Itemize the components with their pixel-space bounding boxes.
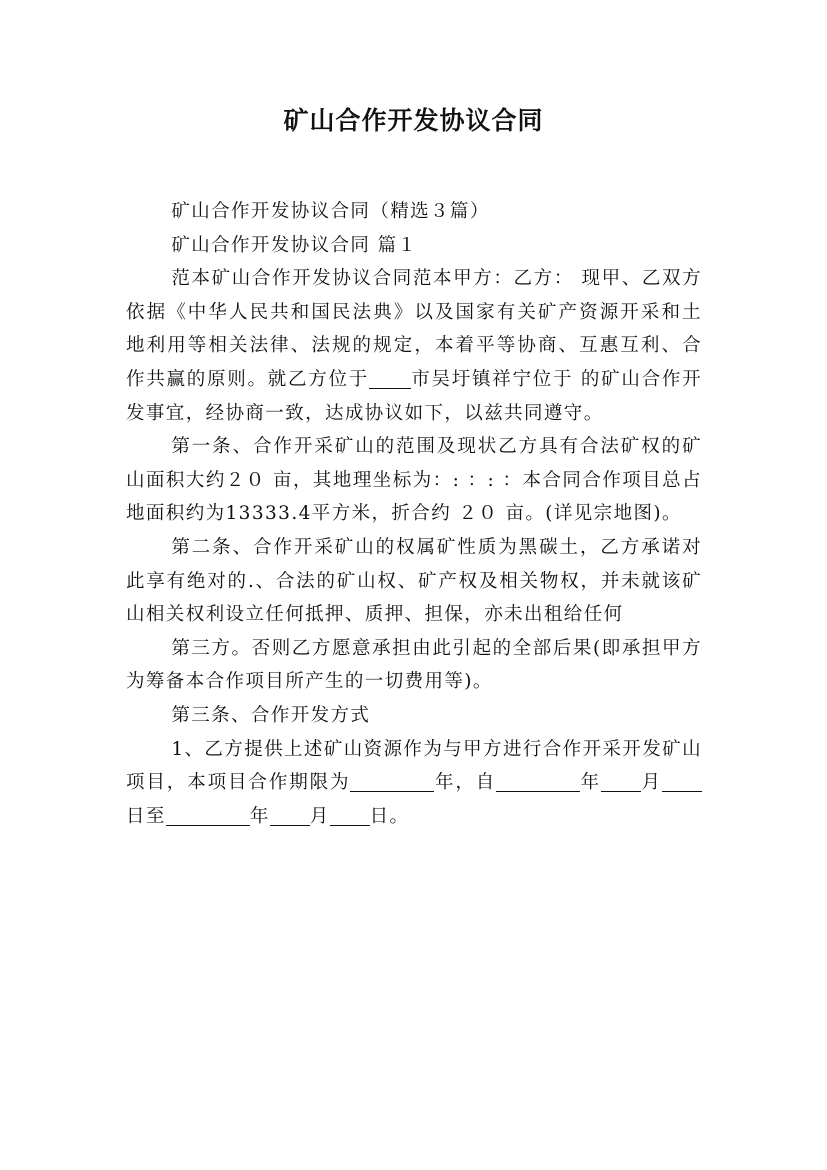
document-body xyxy=(126,195,702,833)
blank-start-day xyxy=(662,771,702,792)
paragraph-article-2: 第二条、合作开采矿山的权属矿性质为黑碳土，乙方承诺对此享有绝对的.、合法的矿山权、矿产权及相关物权，并未就该矿山相关权利设立任何抵押、质押、担保，亦未出租给任何 xyxy=(126,536,702,626)
blank-start-year xyxy=(496,771,580,792)
blank-end-month xyxy=(270,804,310,825)
part-heading: 矿山合作开发协议合同 篇１ xyxy=(171,234,418,256)
subtitle-line: 矿山合作开发协议合同（精选３篇） xyxy=(171,201,490,222)
blank-term-years xyxy=(350,771,434,792)
blank-start-month xyxy=(601,771,641,792)
paragraph-third-party: 第三方。否则乙方愿意承担由此引起的全部后果(即承担甲方为筹备本合作项目所产生的一切费用等)。 xyxy=(126,637,702,693)
preamble-text-end: 市吴圩镇祥宁位于 的矿山合作开发事宜，经协商一致，达成协议如下，以兹共同遵守。 xyxy=(126,368,702,424)
clause-1-year-1: 年 xyxy=(580,772,602,794)
blank-end-year xyxy=(166,804,250,825)
clause-1-year-2: 年 xyxy=(249,805,270,827)
document-title: 矿山合作开发协议合同 xyxy=(283,106,544,135)
clause-1-month-2: 月 xyxy=(309,805,330,827)
blank-location xyxy=(369,368,411,389)
blank-end-day xyxy=(330,804,370,825)
clause-1-years: 年，自 xyxy=(434,772,497,794)
paragraph-article-1: 第一条、合作开采矿山的范围及现状乙方具有合法矿权的矿山面积大约２０ 亩，其地理坐标为：: ：: ：本合同合作项目总占地面积约为13333.4平方米，折合约 ２０ 亩。(详见宗地图)。 xyxy=(126,436,702,525)
paragraph-clause-1 xyxy=(126,733,702,834)
clause-1-month-1: 月 xyxy=(641,772,663,794)
paragraph-article-3-heading: 第三条、合作开发方式 xyxy=(171,704,371,726)
clause-1-day-end: 日。 xyxy=(369,805,410,827)
clause-1-day-to: 日至 xyxy=(126,805,166,827)
paragraph-preamble xyxy=(126,262,702,430)
clause-1-text: 1、乙方提供上述矿山资源作为与甲方进行合作开采开发矿山项目，本项目合作期限为 xyxy=(126,738,702,794)
preamble-text: 范本矿山合作开发协议合同范本甲方：乙方： 现甲、乙双方依据《中华人民共和国民法典》以及国家有关矿产资源开采和土地利用等相关法律、法规的规定，本着平等协商、互惠互利、合作共赢的原则。就乙方位于 xyxy=(126,268,702,390)
